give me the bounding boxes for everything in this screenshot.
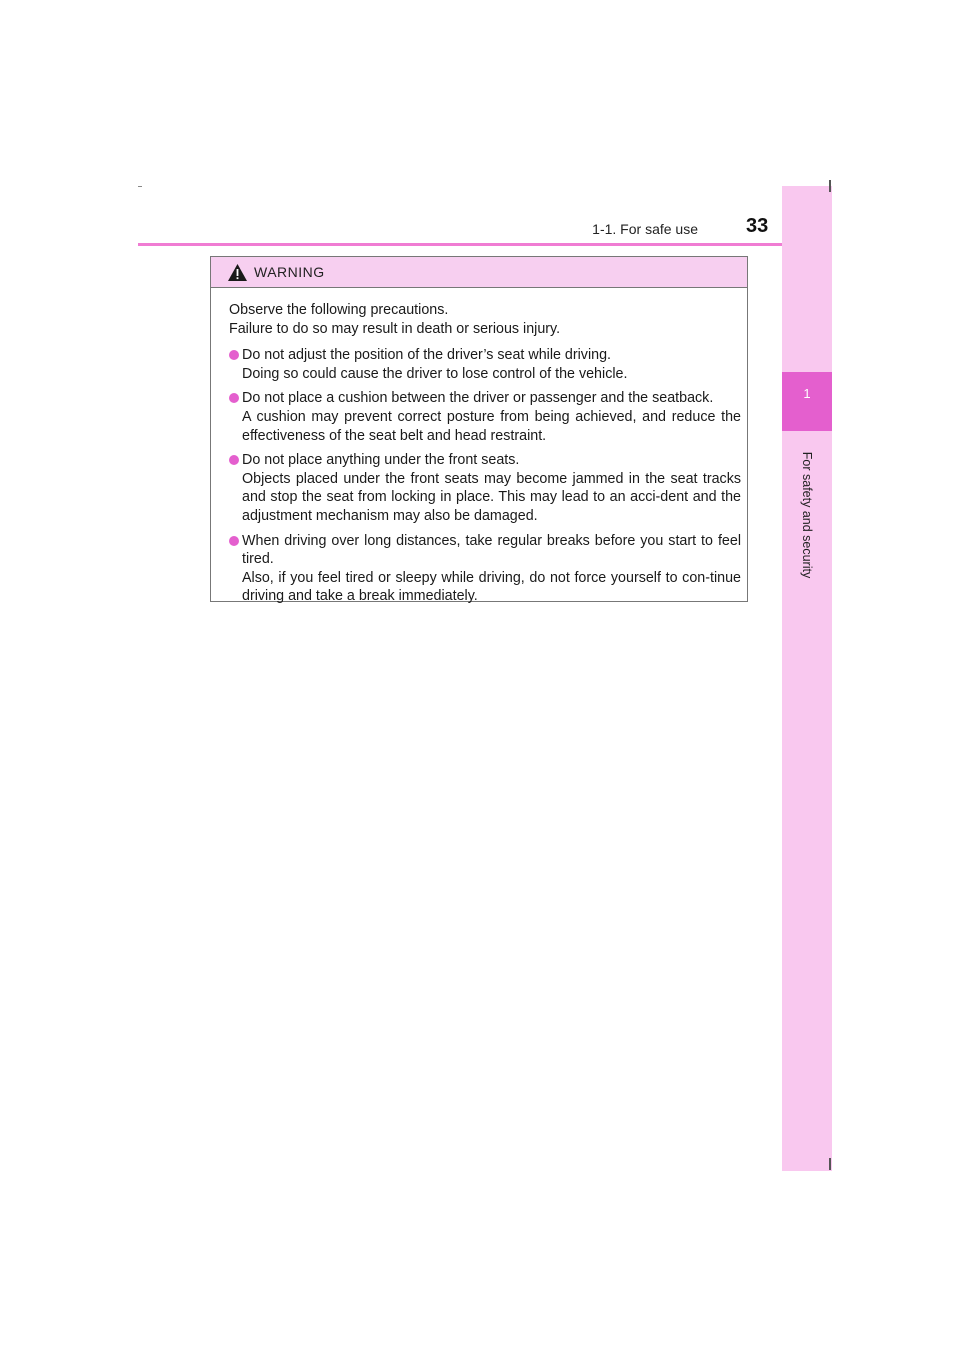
precaution-lead: Do not place anything under the front seats. — [242, 452, 520, 469]
chapter-caption: For safety and security — [800, 451, 814, 579]
precaution-detail: Objects placed under the front seats may become jammed in the seat tracks and stop the seat from locking in place. This may lead to an acci-dent and the adjustment mechanism may also be damaged. — [242, 470, 741, 524]
bullet-icon — [229, 536, 239, 546]
precaution-lead: Do not adjust the position of the driver’s seat while driving. — [242, 347, 612, 364]
warning-box — [210, 256, 748, 605]
precaution-detail: Also, if you feel tired or sleepy while driving, do not force yourself to con-tinue driving and take a break immediately. — [242, 569, 741, 605]
precaution-lead: Do not place a cushion between the driver or passenger and the seatback. — [242, 390, 714, 407]
chapter-tab-marker — [782, 372, 832, 431]
list-item — [229, 389, 741, 445]
page-mark — [138, 186, 142, 187]
chapter-number: 1 — [803, 386, 811, 401]
header-rule — [138, 243, 832, 246]
page-number: 33 — [746, 215, 769, 237]
crop-mark-top — [829, 180, 831, 192]
precaution-list — [229, 346, 741, 606]
precaution-detail: A cushion may prevent correct posture from being achieved, and reduce the effectiveness of the seat belt and head restraint. — [242, 408, 741, 444]
warning-body — [211, 288, 747, 606]
list-item — [229, 451, 741, 525]
warning-triangle-icon — [227, 263, 248, 282]
bullet-icon — [229, 455, 239, 465]
warning-intro-line: Failure to do so may result in death or serious injury. — [229, 320, 561, 337]
section-title: 1-1. For safe use — [592, 221, 698, 237]
bullet-icon — [229, 350, 239, 360]
list-item — [229, 532, 741, 606]
list-item — [229, 346, 741, 383]
bullet-icon — [229, 393, 239, 403]
chapter-side-tab — [782, 186, 832, 1171]
warning-header — [211, 257, 747, 288]
warning-title: WARNING — [254, 264, 325, 280]
precaution-detail: Doing so could cause the driver to lose control of the vehicle. — [242, 365, 628, 382]
precaution-lead: When driving over long distances, take regular breaks before you start to feel tired. — [242, 532, 741, 568]
warning-intro-line: Observe the following precautions. — [229, 302, 449, 318]
crop-mark-bottom — [829, 1158, 831, 1170]
